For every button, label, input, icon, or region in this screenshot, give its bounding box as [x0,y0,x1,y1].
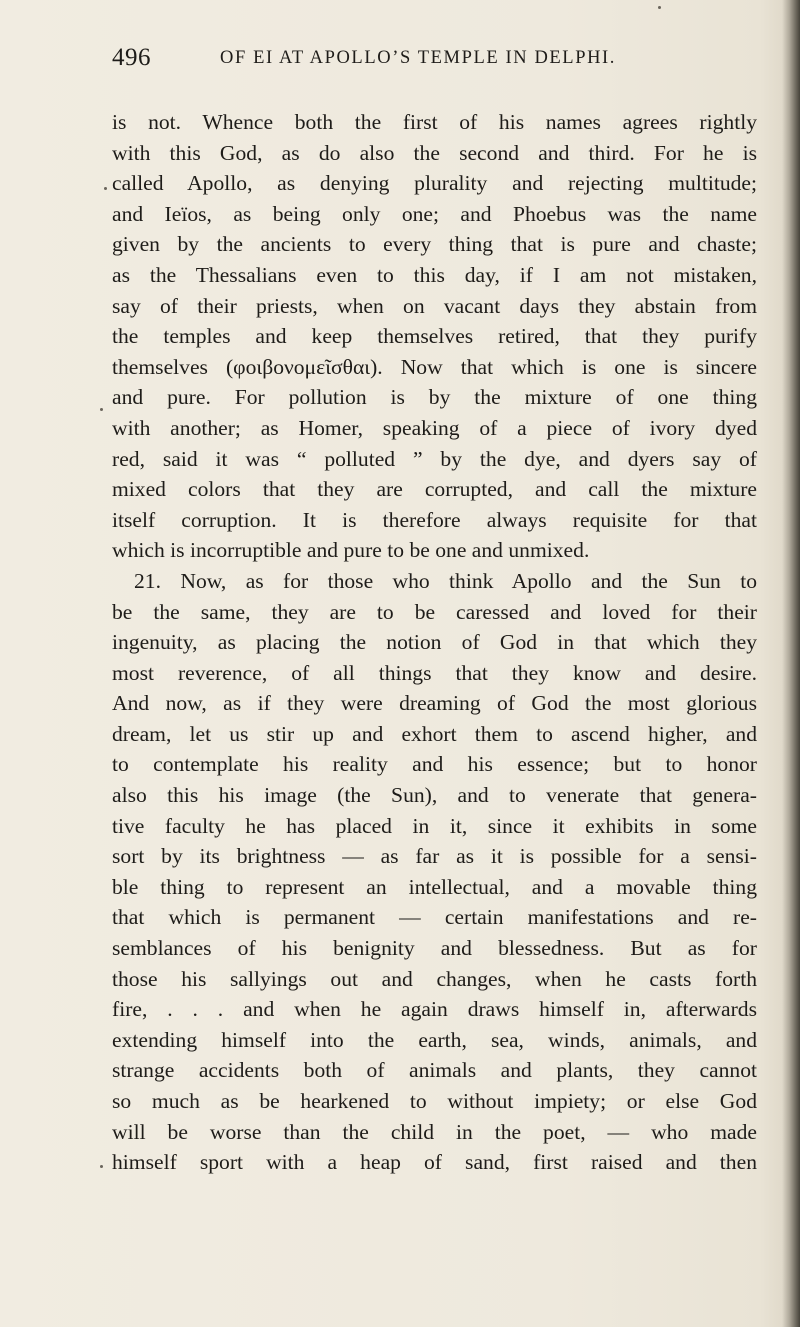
text-line: tive faculty he has placed in it, since it exhibits in some [112,813,757,838]
page-number: 496 [112,44,151,71]
running-head: OF EI AT APOLLO’S TEMPLE IN DELPHI. [220,48,617,68]
body-text [112,107,757,1178]
text-line: mixed colors that they are corrupted, and call the mixture [112,477,757,502]
text-line: will be worse than the child in the poet, — who made [112,1119,757,1144]
text-line: himself sport with a heap of sand, first raised and then [112,1150,757,1175]
print-speck [104,187,107,190]
text-line: also this his image (the Sun), and to venerate that genera- [112,783,757,808]
print-speck [100,408,103,411]
text-line: to contemplate his reality and his essence; but to honor [112,752,757,777]
text-line: ble thing to represent an intellectual, and a movable thing [112,874,757,899]
text-line: semblances of his benignity and blessedness. But as for [112,936,757,961]
text-line: so much as be hearkened to without impiety; or else God [112,1089,757,1113]
text-line: sort by its brightness — as far as it is possible for a sensi- [112,844,757,869]
text-line: extending himself into the earth, sea, winds, animals, and [112,1027,757,1052]
text-line: And now, as if they were dreaming of God the most glorious [112,691,757,716]
print-speck [658,6,661,9]
text-line: called Apollo, as denying plurality and rejecting multitude; [112,171,757,196]
text-line: red, said it was “ polluted ” by the dye, and dyers say of [112,446,757,471]
text-line: with this God, as do also the second and third. For he is [112,140,757,165]
text-line: with another; as Homer, speaking of a piece of ivory dyed [112,415,757,440]
text-line: itself corruption. It is therefore always requisite for that [112,507,757,532]
text-line: that which is permanent — certain manifestations and re- [112,905,757,930]
text-line: the temples and keep themselves retired, that they purify [112,324,757,349]
text-line: is not. Whence both the first of his names agrees rightly [112,110,757,134]
page-edge-shadow [782,0,800,1327]
print-speck [100,1165,103,1168]
text-line: fire, . . . and when he again draws himself in, afterwards [112,997,757,1022]
text-line: be the same, they are to be caressed and loved for their [112,599,757,624]
text-line: say of their priests, when on vacant days they abstain from [112,293,757,318]
text-line: ingenuity, as placing the notion of God in that which they [112,630,757,655]
text-line: strange accidents both of animals and plants, they cannot [112,1058,757,1083]
text-line: given by the ancients to every thing that is pure and chaste; [112,232,757,257]
section-21-first-line: 21. Now, as for those who think Apollo and the Sun to [134,568,757,593]
text-line: and pure. For pollution is by the mixture of one thing [112,385,757,410]
text-line: and Ieïos, as being only one; and Phoebus was the name [112,201,757,226]
text-line: themselves (φοιβονομεῖσθαι). Now that which is one is sincere [112,354,757,379]
text-line: those his sallyings out and changes, when he casts forth [112,966,757,991]
page-header [112,44,758,78]
text-line: which is incorruptible and pure to be one and unmixed. [112,538,590,563]
text-line: most reverence, of all things that they know and desire. [112,660,757,685]
text-line: as the Thessalians even to this day, if I am not mistaken, [112,262,757,287]
text-line: dream, let us stir up and exhort them to ascend higher, and [112,721,757,746]
